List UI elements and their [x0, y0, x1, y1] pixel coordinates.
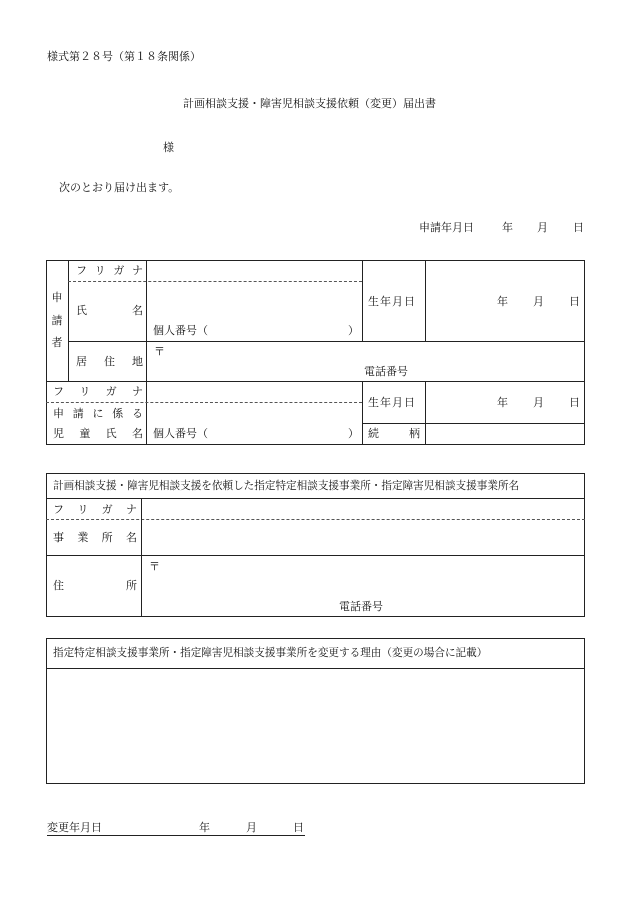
child-relation-field[interactable] [430, 425, 582, 442]
reason-heading: 指定特定相談支援事業所・指定障害児相談支援事業所を変更する理由（変更の場合に記載） [53, 647, 488, 659]
applicant-phone-label: 電話番号 [364, 365, 408, 378]
applicant-name-field[interactable] [149, 284, 360, 320]
applicant-address-field[interactable] [170, 344, 580, 362]
divider [46, 555, 585, 556]
office-address-label [53, 580, 137, 591]
child-dob-year: 年 [497, 396, 508, 409]
applicant-dob-field[interactable] [430, 264, 582, 338]
office-furigana-field[interactable] [145, 501, 581, 518]
applicant-dob-year: 年 [497, 295, 508, 308]
applicant-dob-month: 月 [533, 295, 544, 308]
label-char: 柄 [409, 427, 420, 440]
label-char: 名 [125, 531, 137, 544]
label-char: フ [53, 385, 64, 398]
label-char: 童 [79, 427, 91, 440]
label-char: 続 [368, 427, 379, 440]
divider [362, 260, 363, 341]
label-char: 申 [53, 407, 64, 420]
form-number: 様式第２８号（第１８条関係） [47, 50, 201, 63]
divider [425, 381, 426, 445]
dashed-divider [46, 519, 585, 520]
label-char: 請 [72, 407, 84, 420]
applicant-personal-number-close: ） [348, 324, 359, 337]
label-char: 地 [132, 355, 143, 368]
office-name-field[interactable] [145, 522, 581, 553]
divider [146, 260, 147, 445]
label-char: 氏 [105, 427, 117, 440]
label-char: 所 [101, 531, 113, 544]
form-title: 計画相談支援・障害児相談支援依頼（変更）届出書 [183, 97, 436, 110]
office-address-field[interactable] [165, 558, 581, 594]
office-phone-field[interactable] [390, 598, 580, 614]
child-personal-number-field[interactable] [219, 425, 345, 441]
change-date-month: 月 [246, 821, 257, 834]
label-char: に [92, 407, 104, 420]
child-name-label-line2 [53, 428, 143, 439]
label-char: ナ [125, 503, 137, 516]
label-char: リ [77, 503, 89, 516]
reason-text-field[interactable] [50, 672, 580, 780]
label-char: 住 [104, 355, 115, 368]
applicant-side-label [50, 292, 64, 348]
side-label-char: 請 [51, 313, 63, 327]
label-char: ガ [105, 385, 117, 398]
divider [362, 381, 363, 445]
label-char: ナ [131, 264, 143, 277]
label-char: る [132, 407, 143, 420]
change-date-field[interactable] [110, 818, 300, 834]
label-char: ガ [113, 264, 125, 277]
label-char: 名 [132, 304, 143, 317]
applicant-name-label [76, 305, 143, 316]
applicant-phone-field[interactable] [414, 364, 580, 379]
child-relation-label [368, 428, 420, 439]
applicant-personal-number-label: 個人番号（ [153, 324, 208, 337]
child-dob-field[interactable] [430, 384, 582, 421]
child-personal-number-close: ） [348, 427, 359, 440]
divider [46, 498, 585, 499]
label-char: 名 [131, 427, 143, 440]
divider [425, 260, 426, 341]
label-char: ガ [101, 503, 113, 516]
label-char: リ [94, 264, 106, 277]
child-name-field[interactable] [149, 405, 360, 423]
postal-mark-icon: 〒 [154, 345, 165, 358]
change-date-year: 年 [199, 821, 210, 834]
dashed-divider [68, 281, 362, 282]
label-char: 住 [53, 579, 64, 592]
label-char: フ [53, 503, 64, 516]
application-date-day: 日 [573, 221, 584, 234]
change-date-day: 日 [293, 821, 304, 834]
child-personal-number-label: 個人番号（ [153, 427, 208, 440]
divider [362, 423, 585, 424]
office-furigana-label [53, 504, 137, 515]
applicant-dob-day: 日 [569, 295, 580, 308]
divider [46, 668, 585, 669]
change-date-underline [47, 835, 305, 836]
label-char: リ [79, 385, 91, 398]
label-char: 居 [76, 355, 87, 368]
child-dob-month: 月 [533, 396, 544, 409]
child-furigana-field[interactable] [149, 383, 360, 401]
application-date-label: 申請年月日 [419, 221, 474, 234]
child-furigana-label [53, 386, 143, 397]
label-char: 氏 [76, 304, 87, 317]
divider [141, 498, 142, 617]
application-date-month: 月 [537, 221, 548, 234]
postal-mark-icon: 〒 [149, 560, 160, 573]
office-phone-label: 電話番号 [339, 600, 383, 613]
office-heading: 計画相談支援・障害児相談支援を依頼した指定特定相談支援事業所・指定障害児相談支援事業所名 [53, 480, 520, 492]
divider [46, 381, 585, 382]
dashed-divider [46, 402, 362, 403]
child-name-label-line1 [53, 408, 143, 419]
label-char: 係 [112, 407, 124, 420]
label-char: フ [76, 264, 87, 277]
divider [68, 341, 585, 342]
side-label-char: 申 [51, 291, 63, 304]
child-dob-day: 日 [569, 396, 580, 409]
addressee-suffix: 様 [163, 141, 174, 154]
child-dob-label: 生年月日 [368, 396, 416, 409]
applicant-address-label [76, 356, 143, 367]
applicant-furigana-label [76, 265, 143, 276]
label-char: 所 [126, 579, 137, 592]
office-name-label [53, 532, 137, 543]
label-char: ナ [131, 385, 143, 398]
divider [68, 260, 69, 381]
applicant-furigana-field[interactable] [149, 262, 360, 280]
application-date-year: 年 [502, 221, 513, 234]
applicant-personal-number-field[interactable] [219, 322, 345, 338]
label-char: 業 [77, 531, 89, 544]
side-label-char: 者 [51, 336, 63, 349]
change-date-label: 変更年月日 [47, 821, 102, 834]
applicant-dob-label: 生年月日 [368, 295, 416, 308]
label-char: 事 [53, 531, 64, 544]
intro-text: 次のとおり届け出ます。 [59, 181, 180, 194]
label-char: 児 [53, 427, 64, 440]
